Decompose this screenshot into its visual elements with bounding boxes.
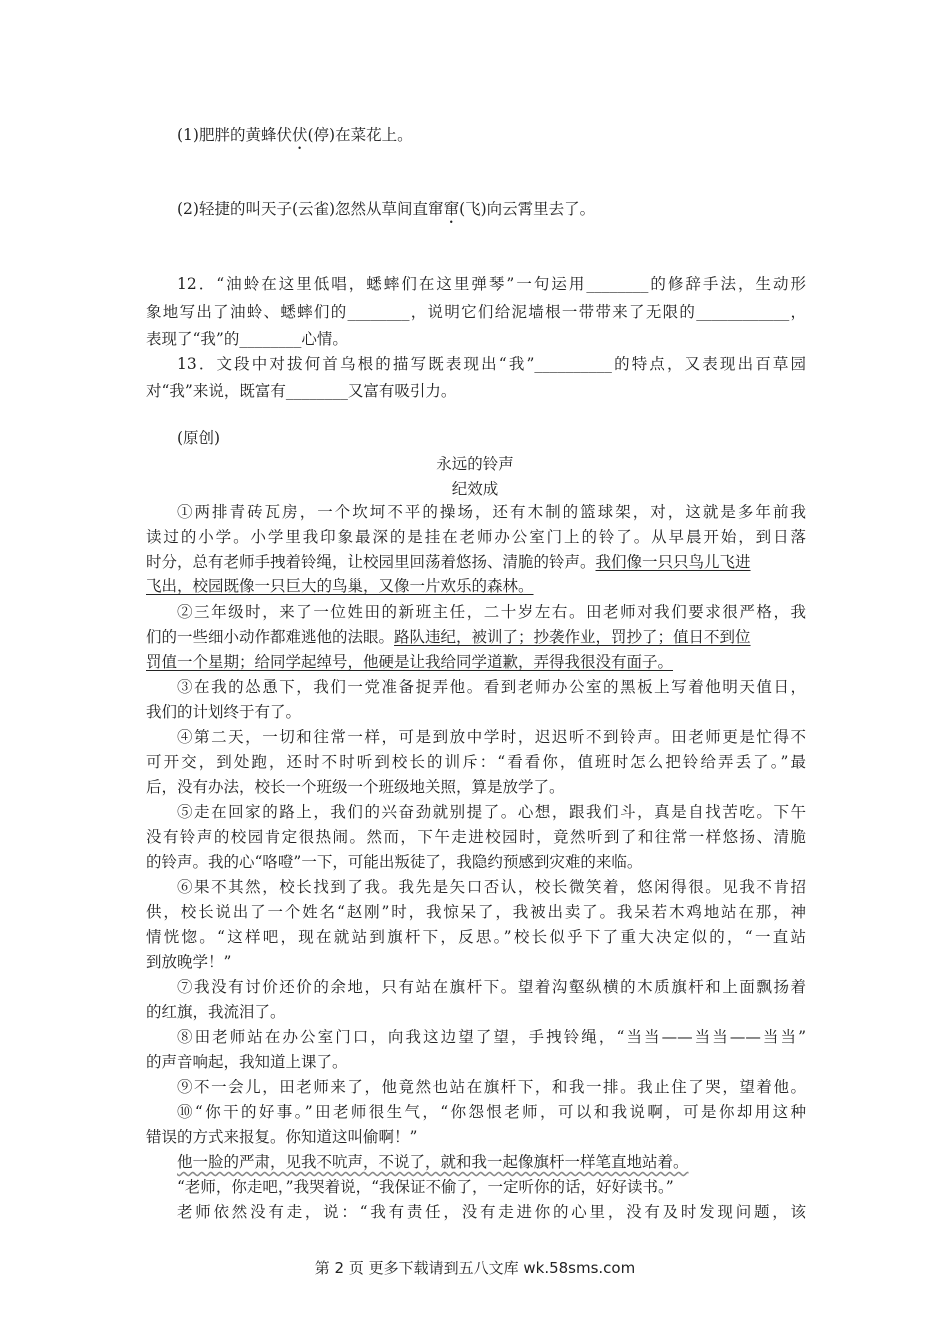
question-12-line-2: 象地写出了油蛉、蟋蟀们的________，说明它们给泥墙根一带带来了无限的____________， [146, 303, 806, 321]
underlined-sentence: 我们像一只只鸟儿飞进 [595, 553, 751, 571]
article-line: ③在我的怂恿下，我们一党准备捉弄他。看到老师办公室的黑板上写着他明天值日， [177, 678, 806, 696]
question-13-line-2: 对“我”来说，既富有________又富有吸引力。 [146, 382, 457, 400]
article-line: ⑨不一会儿，田老师来了，他竟然也站在旗杆下，和我一排。我止住了哭，望着他。 [177, 1078, 806, 1096]
article-line: ⑩“你干的好事。”田老师很生气，“你怨恨老师，可以和我说啊，可是你却用这种 [177, 1103, 806, 1121]
source-note: (原创) [177, 429, 221, 447]
article-line: 们的一些细小动作都难逃他的法眼。路队违纪，被训了；抄袭作业，罚抄了；值日不到位 [146, 628, 751, 646]
item-text: (停)在菜花上。 [307, 126, 413, 144]
article-line: ④第二天，一切和往常一样，可是到放中学时，迟迟听不到铃声。田老师更是忙得不 [177, 728, 806, 746]
article-line: ⑤走在回家的路上，我们的兴奋劲就别提了。心想，跟我们斗，真是自找苦吃。下午 [177, 803, 806, 821]
article-line: ①两排青砖瓦房，一个坎坷不平的操场，还有木制的篮球架，对，这就是多年前我 [177, 503, 806, 521]
article-line: 情恍惚。“这样吧，现在就站到旗杆下，反思。”校长似乎下了重大决定似的，“一直站 [146, 928, 806, 946]
underlined-sentence: 罚值一个星期；给同学起绰号，他硬是让我给同学道歉，弄得我很没有面子。 [146, 653, 674, 671]
article-line: 我们的计划终于有了。 [146, 703, 302, 721]
article-line: 错误的方式来报复。你知道这叫偷啊！” [146, 1128, 418, 1146]
list-item-2 [177, 198, 595, 227]
underlined-sentence: 飞出，校园既像一只巨大的鸟巢，又像一片欢乐的森林。 [146, 577, 534, 595]
article-line: ⑥果不其然，校长找到了我。我先是矢口否认，校长微笑着，悠闲得很。见我不肯招 [177, 878, 806, 896]
article-line: “老师，你走吧，”我哭着说，“我保证不偷了，一定听你的话，好好读书。” [177, 1178, 674, 1196]
article-line: 读过的小学。小学里我印象最深的是挂在老师办公室门上的铃了。从早晨开始，到日落 [146, 528, 806, 546]
list-item-1 [177, 124, 413, 153]
article-line: ②三年级时，来了一位姓田的新班主任，二十岁左右。田老师对我们要求很严格，我 [177, 603, 806, 621]
article-line: ⑧田老师站在办公室门口，向我这边望了望，手拽铃绳，“当当——当当——当当” [177, 1028, 806, 1046]
article-line: 后，没有办法，校长一个班级一个班级地关照，算是放学了。 [146, 778, 565, 796]
emphasis-char: 伏 [291, 126, 308, 144]
article-line: 时分，总有老师手拽着铃绳，让校园里回荡着悠扬、清脆的铃声。我们像一只只鸟儿飞进 [146, 553, 751, 571]
article-line: 的声音响起，我知道上课了。 [146, 1053, 348, 1071]
article-line: 没有铃声的校园肯定很热闹。然而，下午走进校园时，竟然听到了和往常一样悠扬、清脆 [146, 828, 806, 846]
article-line: 的红旗，我流泪了。 [146, 1003, 286, 1021]
article-line: 到放晚学！” [146, 953, 232, 971]
underlined-sentence: 路队违纪，被训了；抄袭作业，罚抄了；值日不到位 [394, 628, 751, 646]
wavy-underlined-sentence: 他一脸的严肃，见我不吭声，不说了，就和我一起像旗杆一样笔直地站着。 [177, 1153, 689, 1171]
article-line: ⑦我没有讨价还价的余地，只有站在旗杆下。望着沟壑纵横的木质旗杆和上面飘扬着 [177, 978, 806, 996]
article-line: 供，校长说出了一个姓名“赵刚”时，我惊呆了，我被出卖了。我呆若木鸡地站在那，神 [146, 903, 806, 921]
article-author: 纪效成 [451, 480, 499, 498]
item-text: (2)轻捷的叫天子(云雀)忽然从草间直窜 [177, 200, 444, 218]
item-text: (1)肥胖的黄蜂伏 [177, 126, 292, 144]
article-line: 老师依然没有走，说：“我有责任，没有走进你的心里，没有及时发现问题，该 [177, 1203, 806, 1221]
question-12-line-1: 12．“油蛉在这里低唱，蟋蟀们在这里弹琴”一句运用________的修辞手法，生动形 [177, 275, 806, 293]
question-13-line-1: 13．文段中对拔何首乌根的描写既表现出“我”__________的特点，又表现出百草园 [177, 355, 806, 373]
article-line: 的铃声。我的心“咯噔”一下，可能出叛徒了，我隐约预感到灾难的来临。 [146, 853, 643, 871]
page-footer: 第 2 页 更多下载请到五八文库 wk.58sms.com [314, 1259, 636, 1277]
article-line: 可开交，到处跑，还时不时听到校长的训斥：“看看你，值班时怎么把铃给弄丢了。”最 [146, 753, 806, 771]
emphasis-char: 窜 [443, 200, 460, 218]
item-text: (飞)向云霄里去了。 [459, 200, 596, 218]
question-12-line-3: 表现了“我”的________心情。 [146, 330, 348, 348]
article-title: 永远的铃声 [436, 455, 514, 473]
